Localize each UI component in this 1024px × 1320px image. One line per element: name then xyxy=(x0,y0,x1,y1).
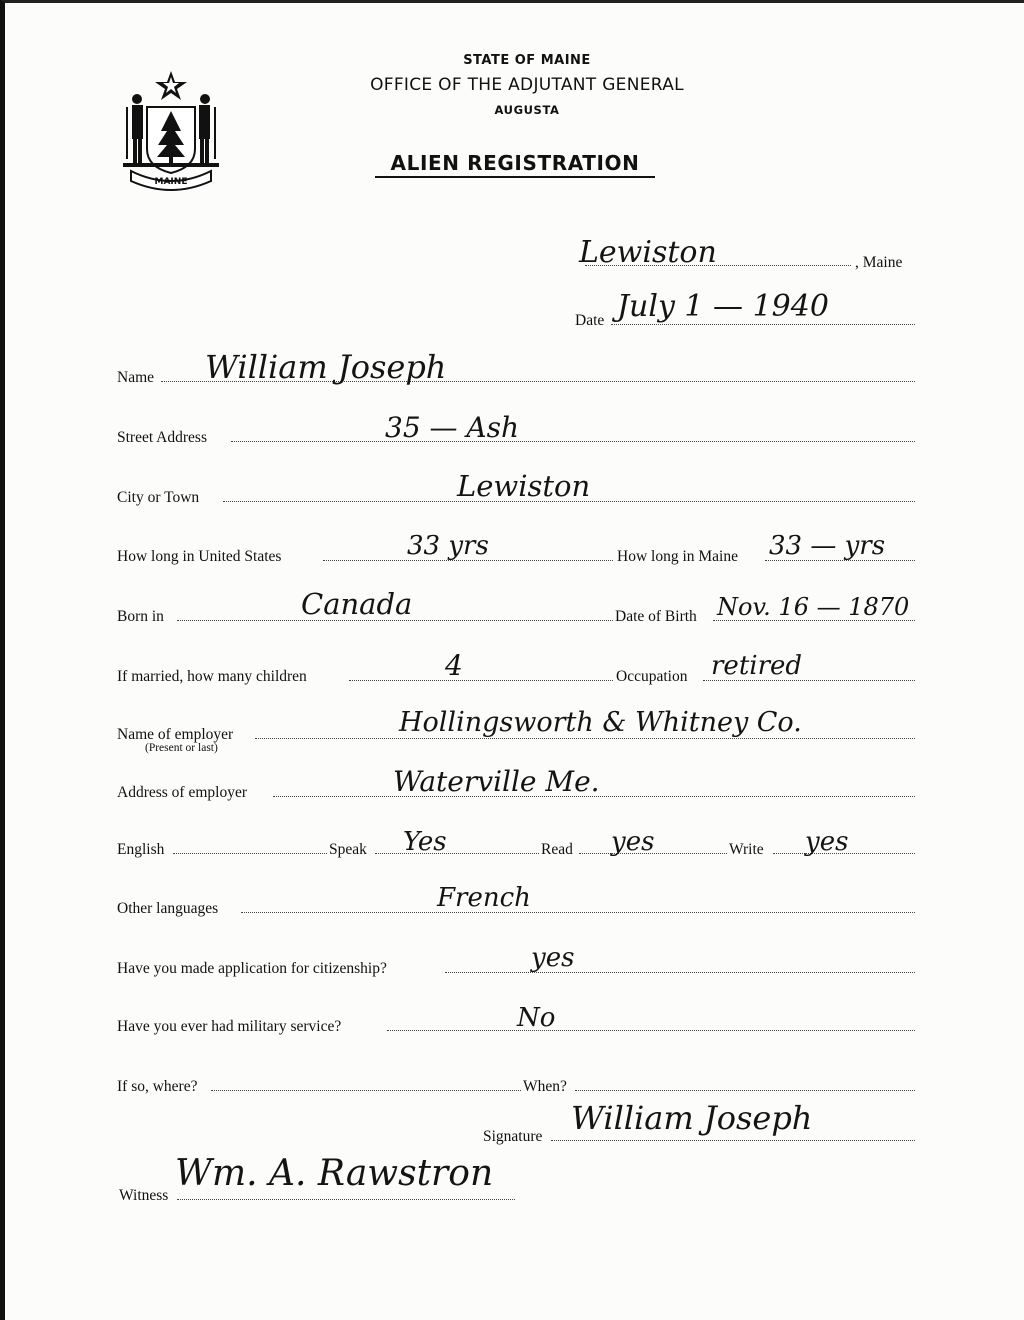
city-label: City or Town xyxy=(117,489,200,506)
city-value: Lewiston xyxy=(457,469,591,503)
place-value: Lewiston xyxy=(579,235,717,270)
title-underline xyxy=(375,176,655,178)
citizenship-line xyxy=(445,972,915,973)
employer-address-value: Waterville Me. xyxy=(393,765,600,798)
other-languages-line xyxy=(241,912,915,913)
employer-address-label: Address of employer xyxy=(117,784,247,801)
how-long-maine-label: How long in Maine xyxy=(617,548,738,565)
write-value: yes xyxy=(805,827,849,857)
date-line xyxy=(611,324,915,325)
english-line xyxy=(173,853,327,854)
header-state: STATE OF MAINE xyxy=(463,53,591,68)
signature-line xyxy=(551,1140,915,1141)
signature-label: Signature xyxy=(483,1128,543,1145)
other-languages-label: Other languages xyxy=(117,900,219,917)
witness-value: Wm. A. Rawstron xyxy=(175,1153,494,1194)
witness-line xyxy=(177,1199,515,1200)
where-line xyxy=(211,1090,521,1091)
write-label: Write xyxy=(729,841,764,858)
witness-label: Witness xyxy=(119,1187,169,1204)
speak-value: Yes xyxy=(403,827,447,857)
employer-name-label: Name of employer xyxy=(117,726,234,743)
seal-banner-text: MAINE xyxy=(154,177,188,187)
form-title: ALIEN REGISTRATION xyxy=(390,151,640,175)
street-address-value: 35 — Ash xyxy=(385,411,520,444)
born-in-label: Born in xyxy=(117,608,164,625)
how-long-us-label: How long in United States xyxy=(117,548,282,565)
street-address-label: Street Address xyxy=(117,429,207,446)
how-long-us-value: 33 yrs xyxy=(407,531,489,561)
date-value: July 1 — 1940 xyxy=(617,289,829,324)
military-label: Have you ever had military service? xyxy=(117,1018,342,1035)
occupation-value: retired xyxy=(711,651,803,681)
signature-value: William Joseph xyxy=(571,1099,813,1137)
header-city: AUGUSTA xyxy=(494,103,560,117)
occupation-label: Occupation xyxy=(616,668,688,685)
place-suffix: , Maine xyxy=(855,254,903,271)
employer-name-sublabel: (Present or last) xyxy=(145,742,218,754)
born-in-value: Canada xyxy=(301,587,413,621)
children-value: 4 xyxy=(445,649,463,682)
name-label: Name xyxy=(117,369,155,386)
employer-name-value: Hollingsworth & Whitney Co. xyxy=(399,707,802,738)
employer-name-line xyxy=(255,738,915,739)
english-label: English xyxy=(117,841,165,858)
date-of-birth-label: Date of Birth xyxy=(615,608,697,625)
how-long-maine-value: 33 — yrs xyxy=(769,531,886,561)
citizenship-label: Have you made application for citizenship? xyxy=(117,960,387,977)
when-label: When? xyxy=(523,1078,567,1095)
header-office: OFFICE OF THE ADJUTANT GENERAL xyxy=(370,75,684,95)
where-label: If so, where? xyxy=(117,1078,198,1095)
other-languages-value: French xyxy=(437,883,531,913)
read-value: yes xyxy=(611,827,655,857)
speak-label: Speak xyxy=(329,841,367,858)
military-value: No xyxy=(517,1003,556,1033)
street-address-line xyxy=(231,441,915,442)
children-line xyxy=(349,680,613,681)
military-line xyxy=(387,1030,915,1031)
name-value: William Joseph xyxy=(205,348,447,386)
date-label: Date xyxy=(575,312,605,329)
when-line xyxy=(575,1090,915,1091)
citizenship-value: yes xyxy=(531,943,575,973)
children-label: If married, how many children xyxy=(117,668,307,685)
date-of-birth-value: Nov. 16 — 1870 xyxy=(717,593,910,621)
speak-line xyxy=(375,853,539,854)
read-label: Read xyxy=(541,841,573,858)
